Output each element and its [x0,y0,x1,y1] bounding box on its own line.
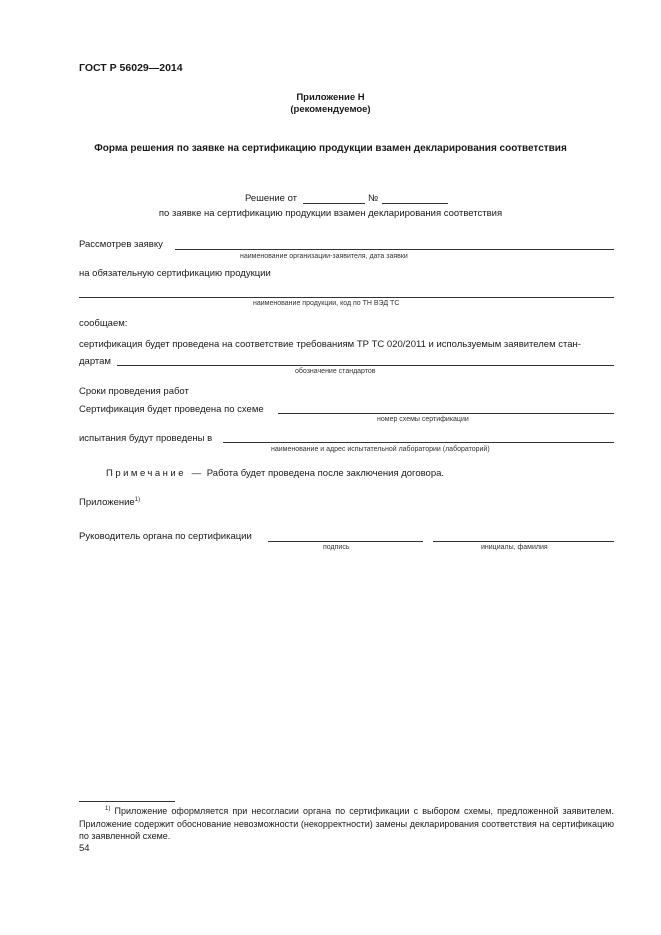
scheme-label: Сертификация будет проведена по схеме [79,404,264,415]
scheme-hint: номер схемы сертификации [377,416,469,423]
name-hint: инициалы, фамилия [481,544,548,551]
lab-field[interactable] [223,442,614,443]
note-text: Работа будет проведена после заключения договора. [206,468,445,479]
appendix-title: Приложение Н [296,92,365,103]
attachment-footnote-mark: 1) [134,497,141,503]
standards-hint: обозначение стандартов [295,368,376,375]
reviewed-label: Рассмотрев заявку [79,239,163,250]
applicant-hint: наименование организации-заявителя, дата заявки [240,253,408,260]
cert-text-cont: дартам [79,356,111,367]
standards-field[interactable] [117,365,614,366]
inform-label: сообщаем: [79,318,128,329]
note-label: Примечание [106,468,186,479]
footnote [79,803,614,843]
decision-from-label: Решение от [245,193,298,204]
decision-date-field[interactable] [303,203,365,204]
note [106,468,444,479]
terms-label: Сроки проведения работ [79,386,189,397]
footnote-mark: 1) [105,806,111,812]
decision-number-field[interactable] [382,203,448,204]
signature-label: Руководитель органа по сертификации [79,531,252,542]
tests-label: испытания будут проведены в [79,433,213,444]
product-hint: наименование продукции, код по ТН ВЭД ТС [253,300,400,307]
form-title: Форма решения по заявке на сертификацию продукции взамен декларирования соответствия [94,143,567,154]
signature-hint: подпись [323,544,350,551]
appendix-subtitle: (рекомендуемое) [290,104,371,115]
signature-field[interactable] [268,541,423,542]
mandatory-label: на обязательную сертификацию продукции [79,268,271,279]
decision-subline: по заявке на сертификацию продукции взамен декларирования соответствия [158,208,503,219]
page-number: 54 [79,843,90,854]
footnote-text: Приложение оформляется при несогласии органа по сертификации с выбором схемы, предложенной заявителем. Приложение содержит обоснование невозможности (некорректности) замены декларирования соответствия на сертификацию по заявленной схеме. [79,806,614,841]
attachment [79,497,140,508]
scheme-field[interactable] [278,413,614,414]
decision-number-label: № [368,193,379,204]
footnote-rule [79,801,175,802]
product-field[interactable] [79,297,614,298]
attachment-label: Приложение [79,497,135,508]
standard-header: ГОСТ Р 56029—2014 [79,62,183,74]
applicant-field[interactable] [175,249,614,250]
lab-hint: наименование и адрес испытательной лаборатории (лабораторий) [271,446,490,453]
name-field[interactable] [433,541,614,542]
note-dash: — [191,468,202,479]
cert-text: сертификация будет проведена на соответствие требованиям ТР ТС 020/2011 и используемым заявителем стан- [79,339,581,350]
